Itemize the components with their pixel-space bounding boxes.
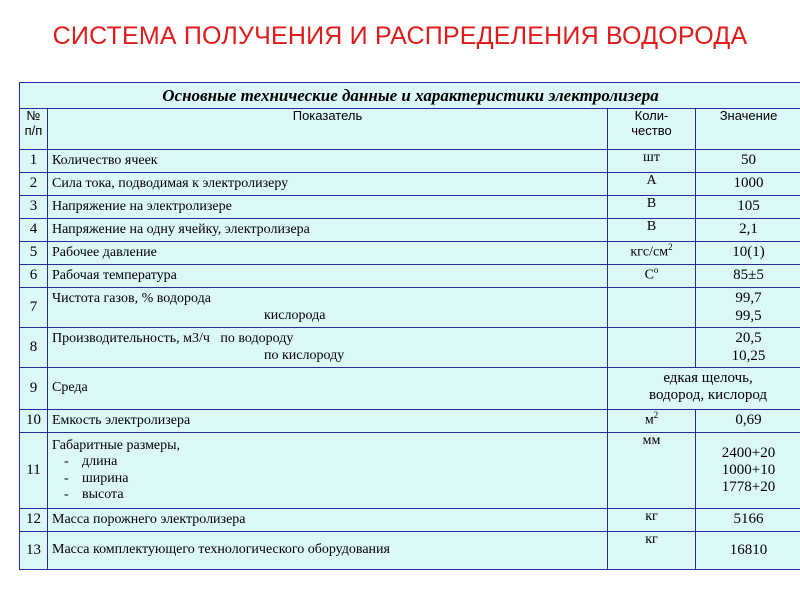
row-value: 0,69: [696, 410, 800, 433]
row-indicator: Напряжение на электролизере: [48, 196, 608, 219]
table-caption: Основные технические данные и характеристики электролизера: [20, 83, 800, 109]
row-value: 1000: [696, 173, 800, 196]
dimension-list: [52, 454, 607, 502]
table-row: [20, 173, 800, 196]
row-number: 4: [20, 219, 48, 242]
row-indicator: Производительность, м3/ч по водороду по кислороду: [48, 328, 608, 368]
row-number: 5: [20, 242, 48, 265]
table-header-row: [20, 109, 800, 150]
row-indicator: Сила тока, подводимая к электролизеру: [48, 173, 608, 196]
slide-title: СИСТЕМА ПОЛУЧЕНИЯ И РАСПРЕДЕЛЕНИЯ ВОДОРОДА: [52, 22, 748, 50]
table-row: [20, 368, 800, 410]
row-value: 2400+20 1000+10 1778+20: [696, 433, 800, 509]
row-number: 9: [20, 368, 48, 410]
header-indicator: Показатель: [48, 109, 608, 150]
row-indicator: Напряжение на одну ячейку, электролизера: [48, 219, 608, 242]
table-row: [20, 265, 800, 288]
row-value: едкая щелочь, водород, кислород: [696, 368, 800, 410]
row-indicator: Емкость электролизера: [48, 410, 608, 433]
row-value: 105: [696, 196, 800, 219]
row-value: 20,5 10,25: [696, 328, 800, 368]
row-unit: В: [608, 219, 696, 242]
row-indicator: Чистота газов, % водорода кислорода: [48, 288, 608, 328]
row-indicator: Масса порожнего электролизера: [48, 509, 608, 532]
row-unit: мм: [608, 433, 696, 509]
row-value: 2,1: [696, 219, 800, 242]
table-row: [20, 328, 800, 368]
row-number: 7: [20, 288, 48, 328]
row-unit: [608, 328, 696, 368]
row-number: 6: [20, 265, 48, 288]
header-value: Значение: [696, 109, 800, 150]
list-item: - длина: [64, 454, 607, 470]
row-indicator: Масса комплектующего технологического оборудования: [48, 532, 608, 570]
row-unit: кг: [608, 509, 696, 532]
header-number: № п/п: [20, 109, 48, 150]
row-indicator: Рабочая температура: [48, 265, 608, 288]
list-item: - ширина: [64, 471, 607, 487]
row-unit: В: [608, 196, 696, 219]
row-number: 3: [20, 196, 48, 219]
list-item: - высота: [64, 487, 607, 503]
row-number: 1: [20, 150, 48, 173]
row-indicator: Среда: [48, 368, 608, 410]
row-unit: $С^о$: [608, 265, 696, 288]
table-row: [20, 242, 800, 265]
table-row: [20, 150, 800, 173]
row-number: 2: [20, 173, 48, 196]
table-row: [20, 433, 800, 509]
header-quantity: Коли- чество: [608, 109, 696, 150]
row-value: 5166: [696, 509, 800, 532]
row-unit: кгс/$см^2$: [608, 242, 696, 265]
table-row: [20, 410, 800, 433]
row-indicator: Габаритные размеры, - длина - ширина - высота: [48, 433, 608, 509]
row-value: 50: [696, 150, 800, 173]
table-row: [20, 288, 800, 328]
row-value: 85±5: [696, 265, 800, 288]
row-unit: [608, 288, 696, 328]
row-unit: шт: [608, 150, 696, 173]
specs-table: [19, 82, 800, 570]
row-number: 8: [20, 328, 48, 368]
table-row: [20, 532, 800, 570]
table-row: [20, 219, 800, 242]
row-unit: $м^2$: [608, 410, 696, 433]
row-value: 99,7 99,5: [696, 288, 800, 328]
row-unit: А: [608, 173, 696, 196]
row-indicator: Количество ячеек: [48, 150, 608, 173]
row-number: 10: [20, 410, 48, 433]
row-unit: кг: [608, 532, 696, 570]
row-number: 13: [20, 532, 48, 570]
row-number: 11: [20, 433, 48, 509]
row-indicator: Рабочее давление: [48, 242, 608, 265]
row-value: 10(1): [696, 242, 800, 265]
table-row: [20, 509, 800, 532]
row-value: 16810: [696, 532, 800, 570]
table-row: [20, 196, 800, 219]
row-number: 12: [20, 509, 48, 532]
